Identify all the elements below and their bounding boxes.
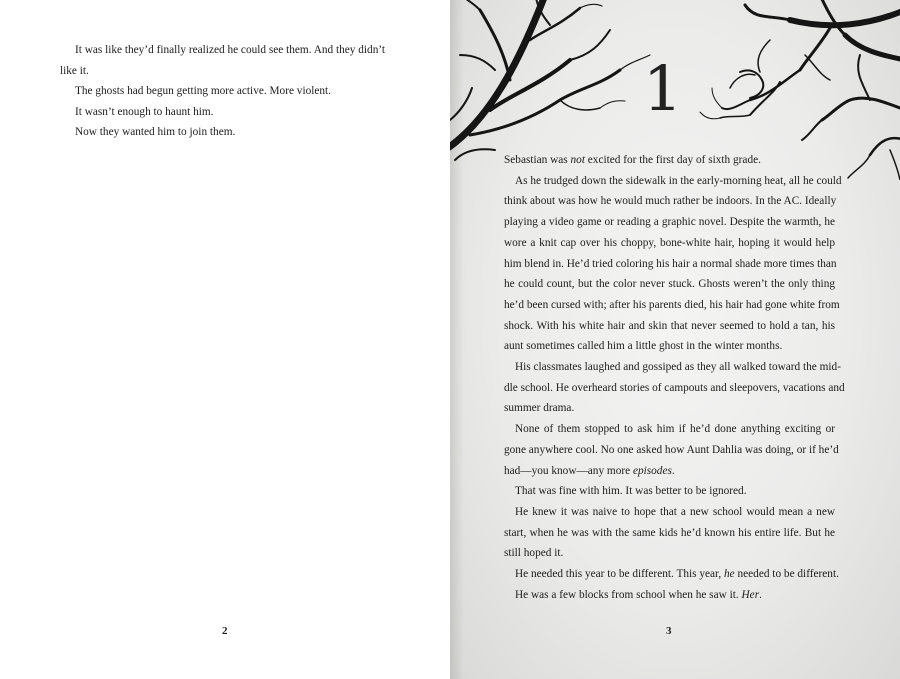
emphasis: he — [724, 568, 735, 581]
text-line: wore a knit cap over his choppy, bone-white hair, hoping it would help — [504, 236, 835, 249]
text-line: had—you know—any more episodes. — [504, 464, 675, 477]
page-number-left: 2 — [222, 625, 228, 637]
text-line: playing a video game or reading a graphic novel. Despite the warmth, he — [504, 216, 835, 229]
left-page-text — [60, 40, 410, 143]
page-number-right: 3 — [666, 625, 672, 637]
text-line: Sebastian was not excited for the first day of sixth grade. — [504, 154, 761, 166]
paragraph: Now they wanted him to join them. — [75, 126, 236, 138]
text-line: None of them stopped to ask him if he’d done anything exciting or — [515, 423, 835, 436]
text-line: he could count, but the color never stuck. Ghosts weren’t the only thing — [504, 278, 835, 291]
text-line: He needed this year to be different. This year, he needed to be different. — [515, 568, 839, 581]
paragraph: The ghosts had begun getting more active. More violent. — [75, 85, 332, 97]
paragraph-continuation: like it. — [60, 64, 89, 77]
text-line: He knew it was naive to hope that a new school would mean a new — [515, 505, 835, 518]
text-line: His classmates laughed and gossiped as they all walked toward the mid- — [515, 361, 841, 374]
paragraph: It was like they’d finally realized he could see them. And they didn’t — [75, 44, 386, 56]
text-line: He was a few blocks from school when he saw it. Her. — [515, 588, 762, 601]
text-line: think about was how he would much rather be indoors. In the AC. Ideally — [504, 195, 837, 208]
right-page-text — [504, 150, 845, 605]
text-line: gone anywhere cool. No one asked how Aunt Dahlia was doing, or if he’d — [504, 443, 839, 456]
text-line: As he trudged down the sidewalk in the early-morning heat, all he could — [515, 174, 842, 187]
chapter-number: 1 — [643, 52, 683, 125]
text-line: dle school. He overheard stories of campouts and sleepovers, vacations and — [504, 381, 845, 394]
text-line: he’d been cursed with; after his parents died, his hair had gone white from — [504, 298, 840, 311]
emphasis: episodes — [632, 464, 672, 477]
text-line: That was fine with him. It was better to be ignored. — [515, 485, 747, 498]
text-line: aunt sometimes called him a little ghost in the winter months. — [504, 340, 783, 353]
text-line: still hoped it. — [504, 547, 564, 560]
text-line: him blend in. He’d tried coloring his hair a normal shade more times than — [504, 257, 837, 270]
text-line: shock. With his white hair and skin that never seemed to hold a tan, his — [504, 319, 835, 332]
text-line: start, when he was with the same kids he’d known his entire life. But he — [504, 526, 835, 539]
emphasis: Her — [741, 588, 760, 601]
text-line: summer drama. — [504, 402, 575, 415]
emphasis: not — [570, 154, 585, 166]
paragraph: It wasn’t enough to haunt him. — [75, 105, 214, 118]
